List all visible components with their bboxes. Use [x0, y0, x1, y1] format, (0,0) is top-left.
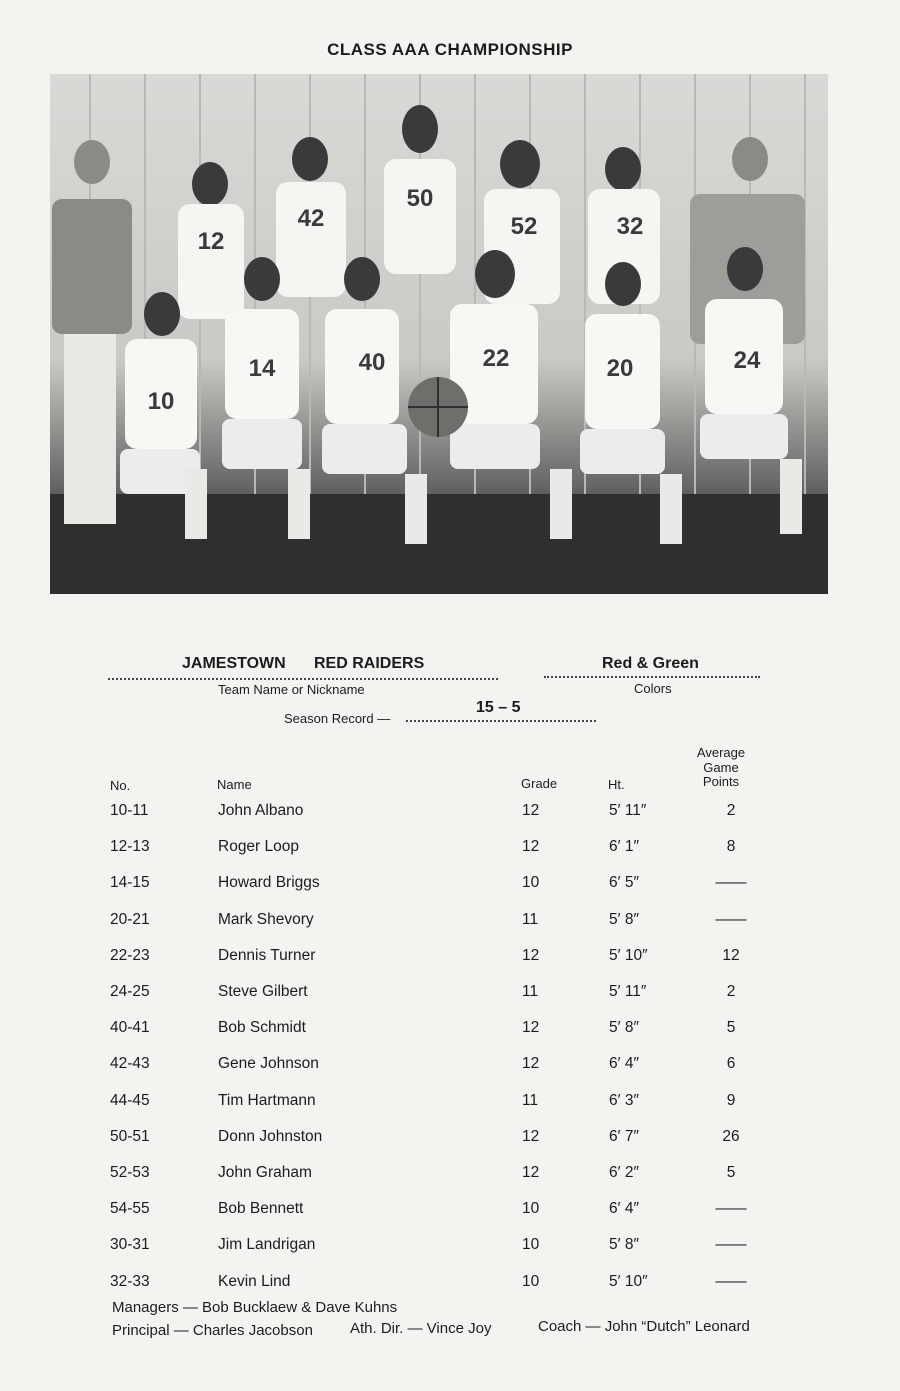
col-header-avg-line1: Average: [696, 745, 746, 760]
player-height: 6′ 4″: [609, 1055, 639, 1073]
roster-number: 40-41: [110, 1019, 150, 1037]
player-grade: 10: [522, 1272, 540, 1290]
team-photo: [50, 74, 828, 594]
col-header-name: Name: [217, 777, 252, 792]
player-height: 5′ 10″: [609, 946, 648, 964]
player-avg-points: ——: [715, 1200, 747, 1218]
colors-line: [544, 676, 760, 678]
player-name: John Graham: [218, 1164, 312, 1181]
season-record-label: Season Record —: [284, 711, 391, 726]
jersey-number: 50: [406, 185, 434, 212]
team-name-caption: Team Name or Nickname: [218, 682, 365, 697]
player-height: 6′ 2″: [609, 1164, 639, 1181]
roster-number: 14-15: [110, 874, 150, 892]
player-height: 6′ 3″: [609, 1091, 639, 1109]
roster-number: 10-11: [110, 802, 149, 819]
player-name: Mark Shevory: [218, 910, 314, 928]
player-name: Howard Briggs: [218, 874, 320, 892]
player-avg-points: ——: [715, 910, 747, 928]
jersey-number: 24: [733, 347, 761, 374]
col-header-avg-line3: Points: [702, 774, 740, 789]
col-header-grade: Grade: [521, 776, 558, 791]
player-name: Bob Schmidt: [218, 1019, 306, 1037]
player-avg-points: 5: [726, 1164, 736, 1181]
player-grade: 11: [522, 983, 539, 1000]
player-grade: 12: [522, 838, 540, 856]
player-grade: 12: [522, 1164, 540, 1181]
jersey-number: 20: [606, 355, 634, 382]
player-avg-points: 26: [722, 1127, 740, 1145]
player-height: 6′ 5″: [609, 874, 639, 892]
player-grade: 12: [522, 1127, 540, 1145]
team-name: JAMESTOWN: [182, 655, 286, 672]
jersey-number: 12: [197, 228, 225, 255]
player-name: Steve Gilbert: [218, 983, 308, 1000]
player-name: Roger Loop: [218, 838, 300, 856]
team-photo-drawing: [50, 74, 828, 594]
player-name: Tim Hartmann: [218, 1091, 316, 1109]
player-height: 5′ 8″: [609, 910, 639, 928]
roster-number: 20-21: [110, 910, 150, 928]
managers-line: Managers — Bob Bucklaew & Dave Kuhns: [112, 1299, 398, 1316]
season-record-line: [406, 720, 596, 722]
player-height: 6′ 4″: [609, 1200, 639, 1218]
roster-number: 52-53: [110, 1164, 150, 1181]
player-grade: 12: [522, 946, 540, 964]
roster-number: 42-43: [110, 1055, 150, 1073]
player-avg-points: ——: [715, 1272, 747, 1290]
jersey-number: 22: [482, 345, 510, 372]
player-name: Gene Johnson: [218, 1055, 319, 1073]
player-avg-points: 8: [726, 838, 736, 856]
player-name: John Albano: [218, 802, 304, 819]
jersey-number: 40: [358, 349, 386, 376]
player-avg-points: 6: [726, 1055, 736, 1073]
page-title: CLASS AAA CHAMPIONSHIP: [327, 40, 573, 59]
player-height: 6′ 1″: [609, 838, 639, 856]
player-height: 5′ 10″: [609, 1272, 648, 1290]
player-avg-points: 12: [722, 946, 740, 964]
athletic-director-line: Ath. Dir. — Vince Joy: [350, 1320, 492, 1337]
player-grade: 12: [522, 802, 540, 819]
roster-number: 22-23: [110, 946, 150, 964]
player-avg-points: 2: [726, 802, 736, 819]
player-height: 5′ 8″: [609, 1019, 639, 1037]
roster-number: 44-45: [110, 1091, 150, 1109]
player-height: 5′ 8″: [609, 1236, 639, 1254]
roster-number: 12-13: [110, 838, 150, 856]
player-height: 5′ 11″: [609, 802, 647, 819]
jersey-number: 10: [147, 388, 175, 415]
team-nickname: RED RAIDERS: [314, 655, 425, 672]
col-header-avg-points: [680, 746, 762, 790]
team-colors: Red & Green: [602, 655, 699, 672]
jersey-number: 42: [297, 205, 325, 232]
player-name: Donn Johnston: [218, 1127, 323, 1145]
jersey-number: 52: [510, 213, 538, 240]
player-name: Dennis Turner: [218, 946, 316, 964]
roster-number: 50-51: [110, 1127, 150, 1145]
player-name: Bob Bennett: [218, 1200, 304, 1218]
roster-number: 32-33: [110, 1272, 150, 1290]
player-grade: 12: [522, 1055, 540, 1073]
team-name-line: [108, 678, 498, 680]
player-avg-points: 2: [726, 983, 736, 1000]
coach-line: Coach — John “Dutch” Leonard: [538, 1318, 750, 1335]
player-height: 6′ 7″: [609, 1127, 639, 1145]
player-grade: 12: [522, 1019, 540, 1037]
player-grade: 10: [522, 1200, 540, 1218]
jersey-number: 14: [248, 355, 276, 382]
player-grade: 11: [522, 1091, 539, 1109]
col-header-height: Ht.: [608, 777, 625, 792]
player-avg-points: ——: [715, 874, 747, 892]
player-height: 5′ 11″: [609, 983, 647, 1000]
player-grade: 11: [522, 910, 539, 928]
player-name: Jim Landrigan: [218, 1236, 316, 1254]
player-grade: 10: [522, 874, 540, 892]
roster-number: 30-31: [110, 1236, 150, 1254]
season-record-value: 15 – 5: [476, 699, 521, 716]
jersey-number: 32: [616, 213, 644, 240]
player-avg-points: ——: [715, 1236, 747, 1254]
principal-line: Principal — Charles Jacobson: [112, 1322, 313, 1339]
player-avg-points: 9: [726, 1091, 736, 1109]
col-header-avg-line2: Game: [703, 759, 739, 775]
player-avg-points: 5: [726, 1019, 736, 1037]
player-name: Kevin Lind: [218, 1272, 291, 1290]
col-header-no: No.: [110, 778, 131, 793]
roster-number: 24-25: [110, 983, 150, 1000]
player-grade: 10: [522, 1236, 540, 1254]
roster-number: 54-55: [110, 1200, 150, 1218]
colors-caption: Colors: [634, 681, 672, 696]
